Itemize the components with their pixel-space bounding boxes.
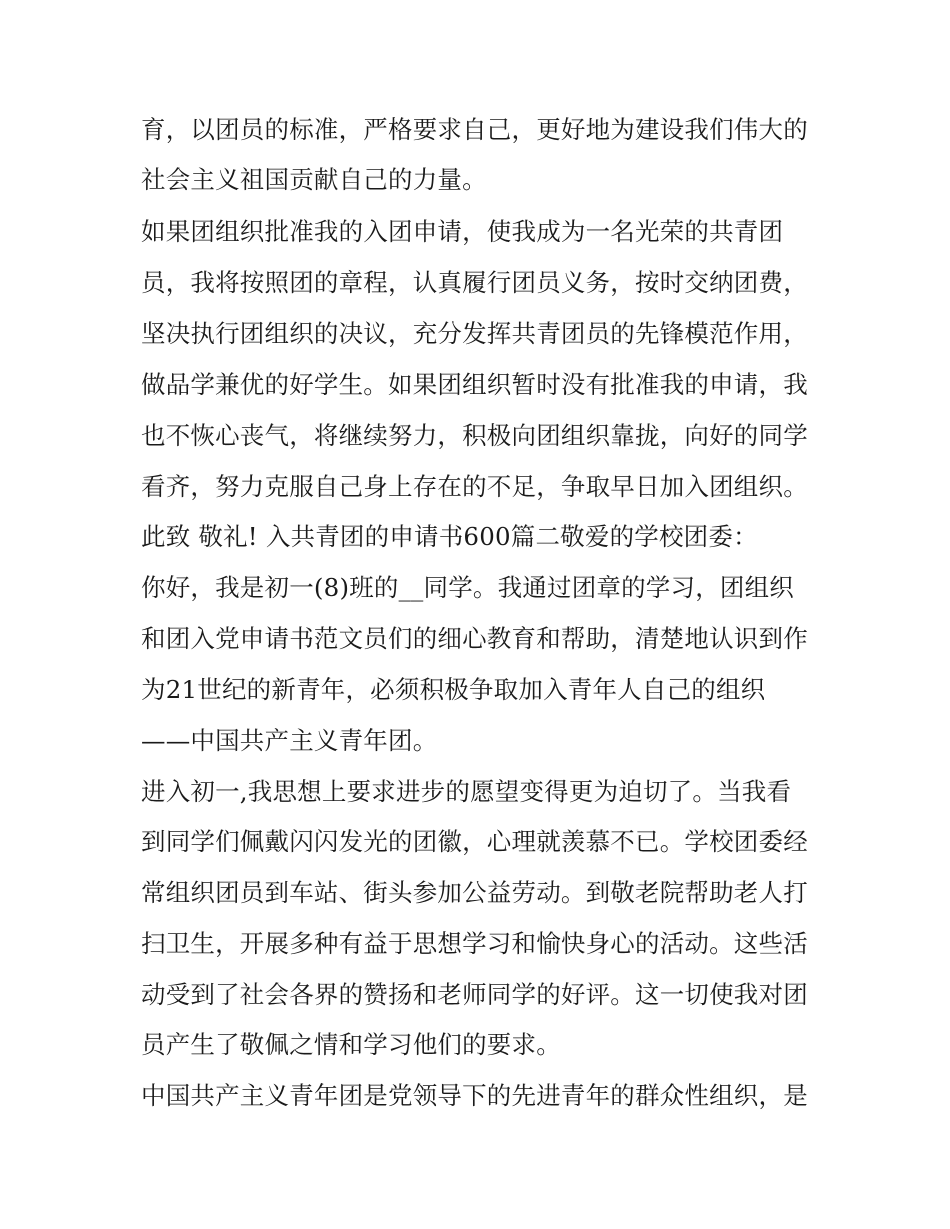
text-line: 看齐，努力克服自己身上存在的不足，争取早日加入团组织。 xyxy=(141,472,808,501)
text-line: 员产生了敬佩之情和学习他们的要求。 xyxy=(141,1030,561,1059)
text-line: 也不恢心丧气，将继续努力，积极向团组织靠拢，向好的同学 xyxy=(141,421,808,450)
text-line: 常组织团员到车站、街头参加公益劳动。到敬老院帮助老人打 xyxy=(141,878,808,907)
text-line: 如果团组织批准我的入团申请，使我成为一名光荣的共青团 xyxy=(141,217,784,246)
text-line: 育，以团员的标准，严格要求自己，更好地为建设我们伟大的 xyxy=(141,115,808,144)
text-line: 扫卫生，开展多种有益于思想学习和愉快身心的活动。这些活 xyxy=(141,929,808,958)
text-line: ——中国共产主义青年团。 xyxy=(141,726,438,755)
text-line: 你好，我是初一(8)班的__同学。我通过团章的学习，团组织 xyxy=(141,573,795,602)
text-line: 中国共产主义青年团是党领导下的先进青年的群众性组织，是 xyxy=(141,1081,808,1110)
text-line: 做品学兼优的好学生。如果团组织暂时没有批准我的申请，我 xyxy=(141,370,808,399)
text-line: 员，我将按照团的章程，认真履行团员义务，按时交纳团费， xyxy=(141,268,808,297)
text-line: 为21世纪的新青年，必须积极争取加入青年人自己的组织 xyxy=(141,675,766,704)
text-line: 此致 敬礼! 入共青团的申请书600篇二敬爱的学校团委： xyxy=(141,522,758,551)
text-line: 到同学们佩戴闪闪发光的团徽，心理就羡慕不已。学校团委经 xyxy=(141,827,808,856)
text-line: 动受到了社会各界的赞扬和老师同学的好评。这一切使我对团 xyxy=(141,980,808,1009)
text-line: 和团入党申请书范文员们的细心教育和帮助，清楚地认识到作 xyxy=(141,624,808,653)
text-line: 进入初一,我思想上要求进步的愿望变得更为迫切了。当我看 xyxy=(141,777,792,806)
text-line: 坚决执行团组织的决议，充分发挥共青团员的先锋模范作用， xyxy=(141,319,808,348)
text-line: 社会主义祖国贡献自己的力量。 xyxy=(141,165,487,194)
